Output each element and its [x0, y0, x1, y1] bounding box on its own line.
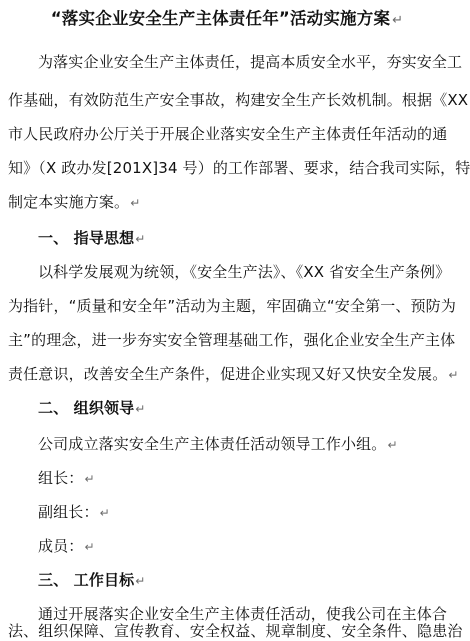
paragraph-mark: ↵	[392, 13, 404, 28]
paragraph-line	[38, 468, 448, 489]
line-text: 组长：	[38, 469, 84, 487]
line-text: 以科学发展观为统领，《安全生产法》、《XX 省安全生产条例》	[38, 263, 451, 281]
document-title: “落实企业安全生产主体责任年”活动实施方案 ↵	[50, 9, 404, 28]
section-heading	[38, 570, 448, 591]
line-text: 为落实企业安全生产主体责任，提高本质安全水平，夯实安全工	[38, 53, 463, 71]
section-heading	[38, 398, 448, 419]
line-text: 主”的理念，进一步夯实安全管理基础工作，强化企业安全生产主体	[8, 331, 456, 349]
paragraph-line	[8, 364, 459, 385]
paragraph-line	[8, 90, 469, 110]
paragraph-line	[8, 296, 456, 316]
paragraph-mark: ↵	[387, 438, 398, 452]
paragraph-line	[8, 330, 456, 350]
line-text: 法、组织保障、宣传教育、安全权益、规章制度、安全条件、隐患治	[8, 622, 463, 640]
line-text: 作基础，有效防范生产安全事故，构建安全生产长效机制。根据《XX	[8, 91, 469, 109]
line-text: 市人民政府办公厅关于开展企业落实安全生产主体责任年活动的通	[8, 125, 448, 143]
paragraph-line	[38, 536, 448, 557]
paragraph-line	[8, 158, 470, 178]
line-text: 为指针，“质量和安全年”活动为主题，牢固确立“安全第一、预防为	[8, 297, 456, 315]
line-text: 制定本实施方案。	[8, 193, 130, 211]
paragraph-mark: ↵	[135, 232, 146, 246]
line-text: 一、 指导思想	[38, 229, 135, 247]
line-text: 公司成立落实安全生产主体责任活动领导工作小组。	[38, 435, 387, 453]
paragraph-line	[38, 52, 463, 72]
paragraph-mark: ↵	[84, 540, 95, 554]
line-text: 通过开展落实企业安全生产主体责任活动，使我公司在主体合	[38, 605, 448, 623]
paragraph-mark: ↵	[135, 402, 146, 416]
paragraph-mark: ↵	[84, 472, 95, 486]
paragraph-mark: ↵	[448, 368, 459, 382]
paragraph-line	[38, 434, 448, 455]
paragraph-line	[38, 502, 448, 523]
paragraph-mark: ↵	[99, 506, 110, 520]
line-text: 知》（X 政办发[201X]34 号）的工作部署、要求，结合我司实际，特	[8, 159, 470, 177]
section-heading	[38, 228, 448, 249]
line-text: 责任意识，改善安全生产条件，促进企业实现又好又快安全发展。	[8, 365, 448, 383]
paragraph-line	[8, 192, 448, 213]
line-text: 副组长：	[38, 503, 99, 521]
paragraph-line	[38, 262, 451, 282]
paragraph-line	[8, 124, 448, 144]
line-text: 三、 工作目标	[38, 571, 135, 589]
paragraph-mark: ↵	[130, 196, 141, 210]
paragraph-mark: ↵	[135, 574, 146, 588]
line-text: 成员：	[38, 537, 84, 555]
line-text: 二、 组织领导	[38, 399, 135, 417]
paragraph-line	[8, 621, 463, 641]
